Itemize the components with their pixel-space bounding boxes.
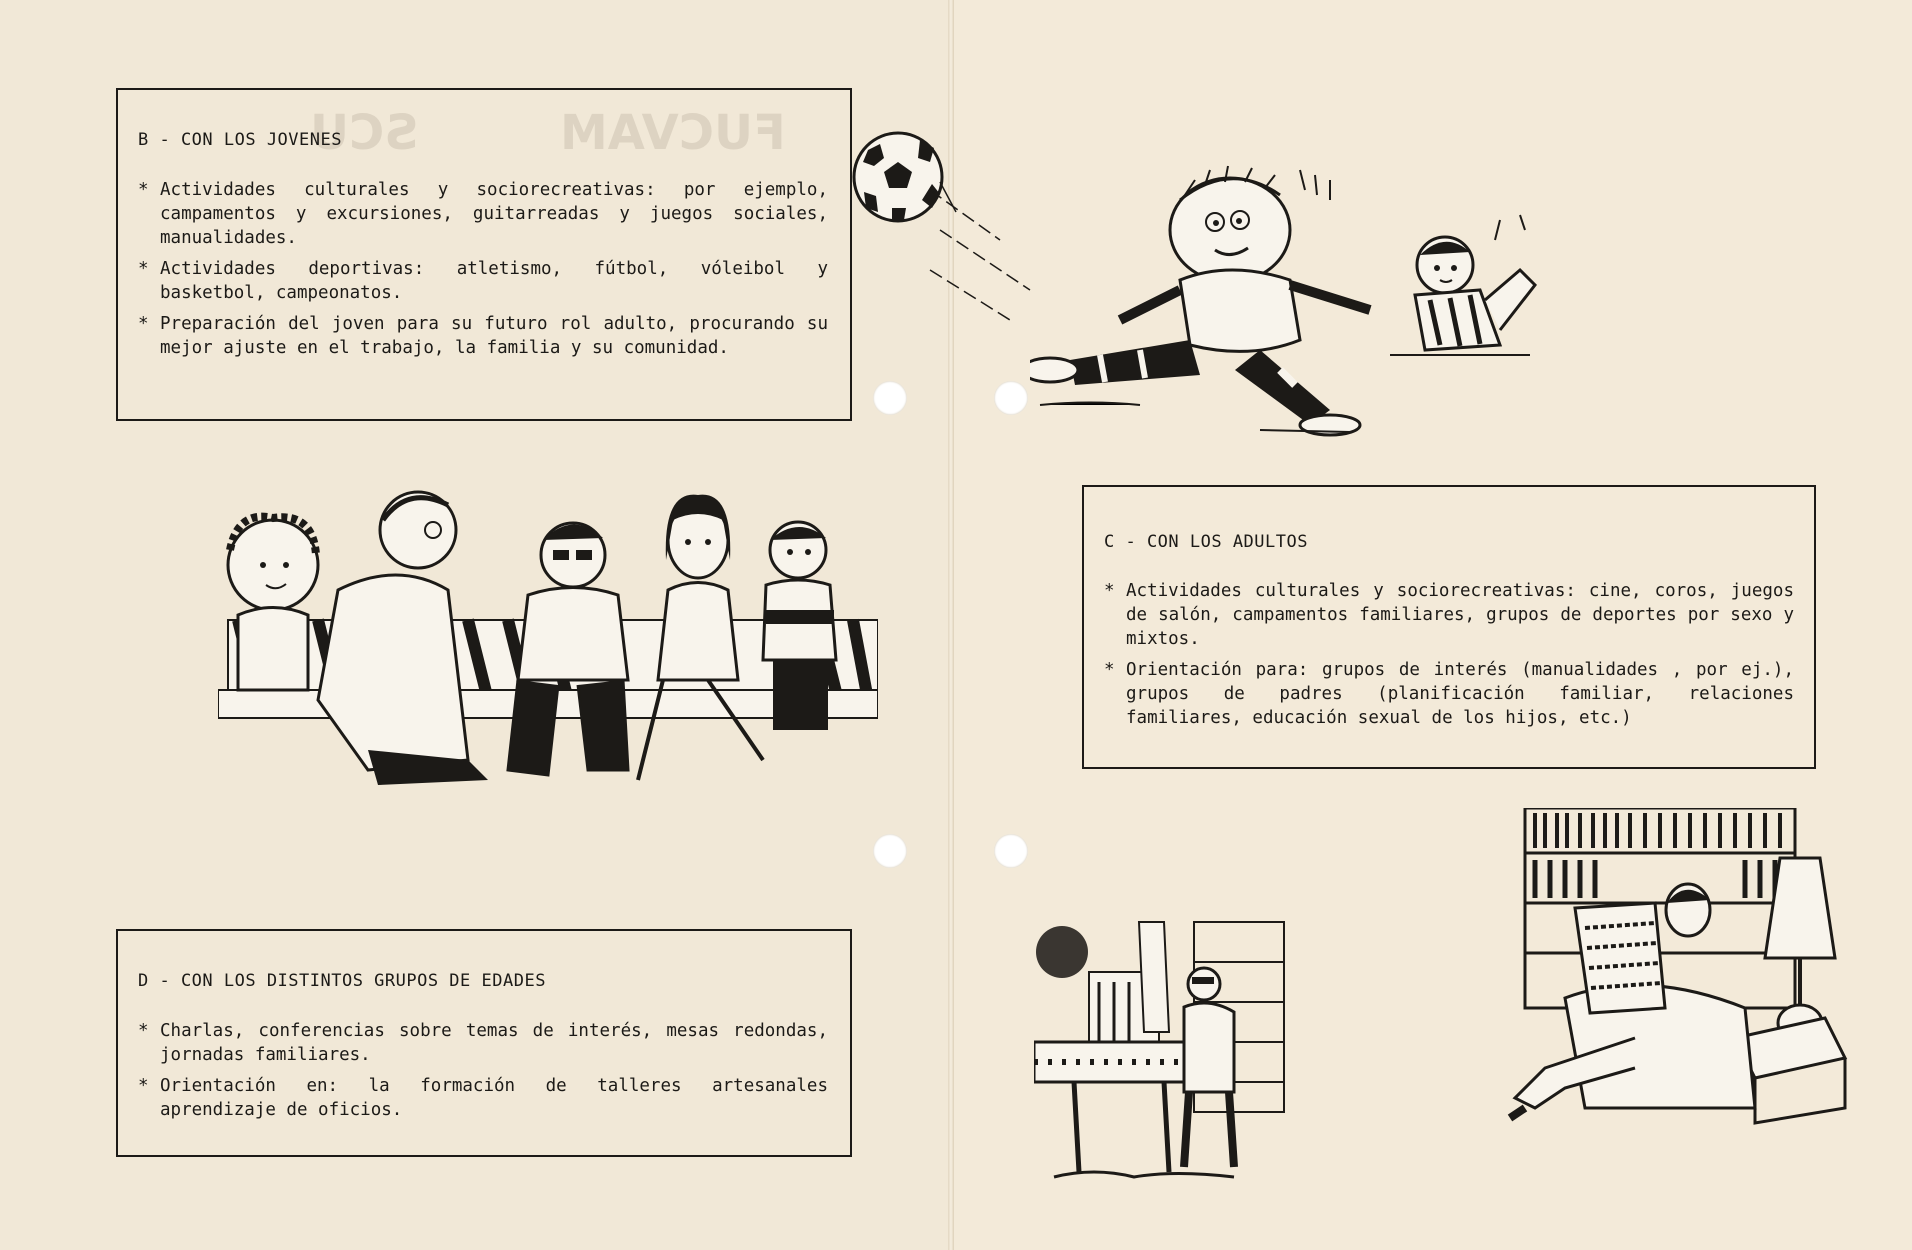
punch-hole xyxy=(994,834,1028,868)
section-b-heading: B - CON LOS JOVENES xyxy=(138,130,342,150)
section-d-box xyxy=(116,929,852,1157)
section-c-item: * Actividades culturales y sociorecreativas: cine, coros, juegos de salón, campamentos familiares, grupos de deportes por sexo y mixtos. xyxy=(1104,579,1794,651)
family-sofa-illustration xyxy=(218,480,878,810)
bleed-through-logo: FUCVAM xyxy=(560,105,786,161)
section-d-item: * Orientación en: la formación de talleres artesanales aprendizaje de oficios. xyxy=(138,1074,828,1122)
section-b-box xyxy=(116,88,852,421)
bleed-through-logo-2: SCU xyxy=(310,105,419,161)
reading-man-illustration xyxy=(1505,808,1850,1138)
section-b-item: * Actividades deportivas: atletismo, fútbol, vóleibol y basketbol, campeonatos. xyxy=(138,257,828,305)
section-d-heading: D - CON LOS DISTINTOS GRUPOS DE EDADES xyxy=(138,971,546,991)
section-b-list xyxy=(138,178,828,367)
carpenter-illustration xyxy=(1034,912,1294,1192)
section-c-item: * Orientación para: grupos de interés (manualidades , por ej.), grupos de padres (planificación familiar, relaciones familiares, educación sexual de los hijos, etc.) xyxy=(1104,658,1794,730)
section-b-item: * Preparación del joven para su futuro rol adulto, procurando su mejor ajuste en el trabajo, la familia y su comunidad. xyxy=(138,312,828,360)
punch-hole xyxy=(994,381,1028,415)
section-d-list xyxy=(138,1019,828,1129)
section-c-heading: C - CON LOS ADULTOS xyxy=(1104,532,1308,552)
section-c-list xyxy=(1104,579,1794,737)
section-c-box xyxy=(1082,485,1816,769)
punch-hole xyxy=(873,834,907,868)
section-d-item: * Charlas, conferencias sobre temas de interés, mesas redondas, jornadas familiares. xyxy=(138,1019,828,1067)
soccer-kids-illustration xyxy=(1030,160,1550,440)
section-b-item: * Actividades culturales y sociorecreativas: por ejemplo, campamentos y excursiones, guitarreadas y juegos sociales, manualidades. xyxy=(138,178,828,250)
punch-hole xyxy=(873,381,907,415)
